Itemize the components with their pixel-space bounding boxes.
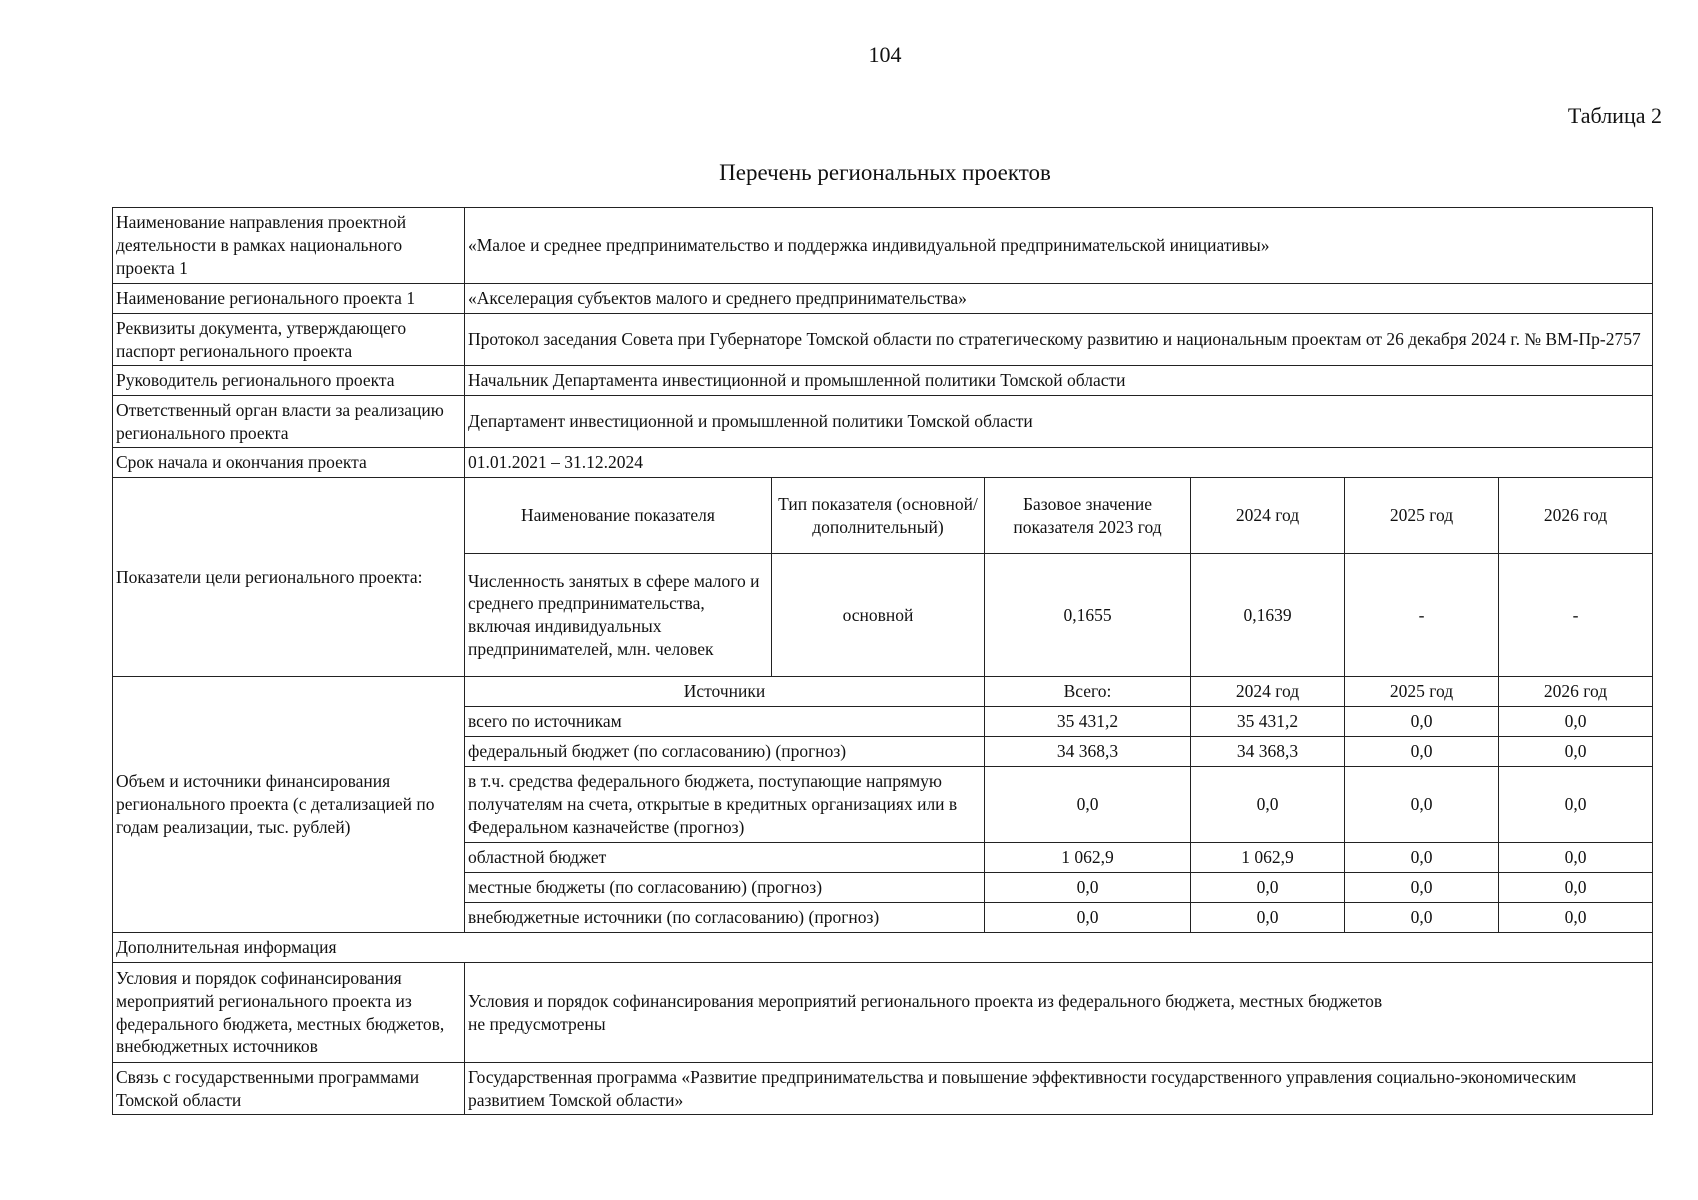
financing-2025: 0,0: [1345, 843, 1499, 873]
financing-source: федеральный бюджет (по согласованию) (прогноз): [465, 737, 985, 767]
table-row: [113, 1063, 1653, 1115]
financing-header-2025: 2025 год: [1345, 677, 1499, 707]
financing-2026: 0,0: [1499, 707, 1653, 737]
financing-source: в т.ч. средства федерального бюджета, поступающие напрямую получателям на счета, открытые в кредитных организациях или в Федеральном казначействе (прогноз): [465, 767, 985, 843]
table-row: [113, 963, 1653, 1063]
document-label: Реквизиты документа, утверждающего паспорт регионального проекта: [113, 314, 465, 366]
table-label: Таблица 2: [1567, 103, 1662, 128]
financing-2024: 0,0: [1191, 873, 1345, 903]
financing-2026: 0,0: [1499, 767, 1653, 843]
financing-2025: 0,0: [1345, 903, 1499, 933]
cofinancing-value-line-2: не предусмотрены: [468, 1013, 606, 1034]
indicators-label: Показатели цели регионального проекта:: [113, 478, 465, 677]
term-label: Срок начала и окончания проекта: [113, 448, 465, 478]
financing-2024: 0,0: [1191, 767, 1345, 843]
financing-2024: 34 368,3: [1191, 737, 1345, 767]
financing-2025: 0,0: [1345, 707, 1499, 737]
cofinancing-value-line-1: Условия и порядок софинансирования мероприятий регионального проекта из федерального бюджета, местных бюджетов: [468, 990, 1383, 1011]
financing-total: 0,0: [985, 873, 1191, 903]
head-value: Начальник Департамента инвестиционной и промышленной политики Томской области: [465, 366, 1653, 396]
financing-total: 1 062,9: [985, 843, 1191, 873]
table-row: [113, 284, 1653, 314]
indicator-header-2024: 2024 год: [1191, 478, 1345, 554]
direction-label: Наименование направления проектной деятельности в рамках национального проекта 1: [113, 208, 465, 284]
financing-source: внебюджетные источники (по согласованию) (прогноз): [465, 903, 985, 933]
financing-2026: 0,0: [1499, 843, 1653, 873]
indicator-header-2026: 2026 год: [1499, 478, 1653, 554]
financing-total: 35 431,2: [985, 707, 1191, 737]
indicators-header-row: [113, 478, 1653, 554]
indicator-2025: -: [1345, 554, 1499, 677]
indicator-2026: -: [1499, 554, 1653, 677]
indicator-header-name: Наименование показателя: [465, 478, 772, 554]
financing-label: Объем и источники финансирования регионального проекта (с детализацией по годам реализации, тыс. рублей): [113, 677, 465, 933]
financing-source: всего по источникам: [465, 707, 985, 737]
additional-info-heading: Дополнительная информация: [113, 933, 1653, 963]
financing-2025: 0,0: [1345, 767, 1499, 843]
responsible-value: Департамент инвестиционной и промышленной политики Томской области: [465, 396, 1653, 448]
head-label: Руководитель регионального проекта: [113, 366, 465, 396]
direction-value: «Малое и среднее предпринимательство и поддержка индивидуальной предпринимательской инициативы»: [465, 208, 1653, 284]
document-title: Перечень региональных проектов: [719, 160, 1051, 185]
indicator-header-2025: 2025 год: [1345, 478, 1499, 554]
financing-2024: 1 062,9: [1191, 843, 1345, 873]
financing-header-2024: 2024 год: [1191, 677, 1345, 707]
table-row: [113, 448, 1653, 478]
financing-2026: 0,0: [1499, 903, 1653, 933]
financing-total: 0,0: [985, 767, 1191, 843]
financing-2026: 0,0: [1499, 737, 1653, 767]
indicator-header-type: Тип показателя (основной/ дополнительный): [772, 478, 985, 554]
table-row: [113, 366, 1653, 396]
project-name-value: «Акселерация субъектов малого и среднего предпринимательства»: [465, 284, 1653, 314]
financing-header-sources: Источники: [465, 677, 985, 707]
responsible-label: Ответственный орган власти за реализацию регионального проекта: [113, 396, 465, 448]
project-name-label: Наименование регионального проекта 1: [113, 284, 465, 314]
table-row: [113, 933, 1653, 963]
regional-projects-table: [112, 207, 1653, 1115]
table-row: [113, 208, 1653, 284]
page-number: 104: [868, 42, 902, 67]
financing-2025: 0,0: [1345, 737, 1499, 767]
financing-header-row: [113, 677, 1653, 707]
indicator-base: 0,1655: [985, 554, 1191, 677]
cofinancing-label: Условия и порядок софинансирования мероприятий регионального проекта из федерального бюджета, местных бюджетов, внебюджетных источников: [113, 963, 465, 1063]
financing-header-total: Всего:: [985, 677, 1191, 707]
indicator-type: основной: [772, 554, 985, 677]
financing-2024: 0,0: [1191, 903, 1345, 933]
financing-source: местные бюджеты (по согласованию) (прогноз): [465, 873, 985, 903]
table-row: [113, 314, 1653, 366]
indicator-header-base: Базовое значение показателя 2023 год: [985, 478, 1191, 554]
financing-total: 0,0: [985, 903, 1191, 933]
financing-source: областной бюджет: [465, 843, 985, 873]
programs-value: Государственная программа «Развитие предпринимательства и повышение эффективности государственного управления социально-экономическим развитием Томской области»: [465, 1063, 1653, 1115]
table-row: [113, 396, 1653, 448]
cofinancing-value: [465, 963, 1653, 1063]
financing-header-2026: 2026 год: [1499, 677, 1653, 707]
document-value: Протокол заседания Совета при Губернаторе Томской области по стратегическому развитию и национальным проектам от 26 декабря 2024 г. № ВМ-Пр-2757: [465, 314, 1653, 366]
programs-label: Связь с государственными программами Томской области: [113, 1063, 465, 1115]
financing-2025: 0,0: [1345, 873, 1499, 903]
financing-total: 34 368,3: [985, 737, 1191, 767]
term-value: 01.01.2021 – 31.12.2024: [465, 448, 1653, 478]
indicator-2024: 0,1639: [1191, 554, 1345, 677]
indicator-name: Численность занятых в сфере малого и среднего предпринимательства, включая индивидуальных предпринимателей, млн. человек: [465, 554, 772, 677]
financing-2024: 35 431,2: [1191, 707, 1345, 737]
financing-2026: 0,0: [1499, 873, 1653, 903]
